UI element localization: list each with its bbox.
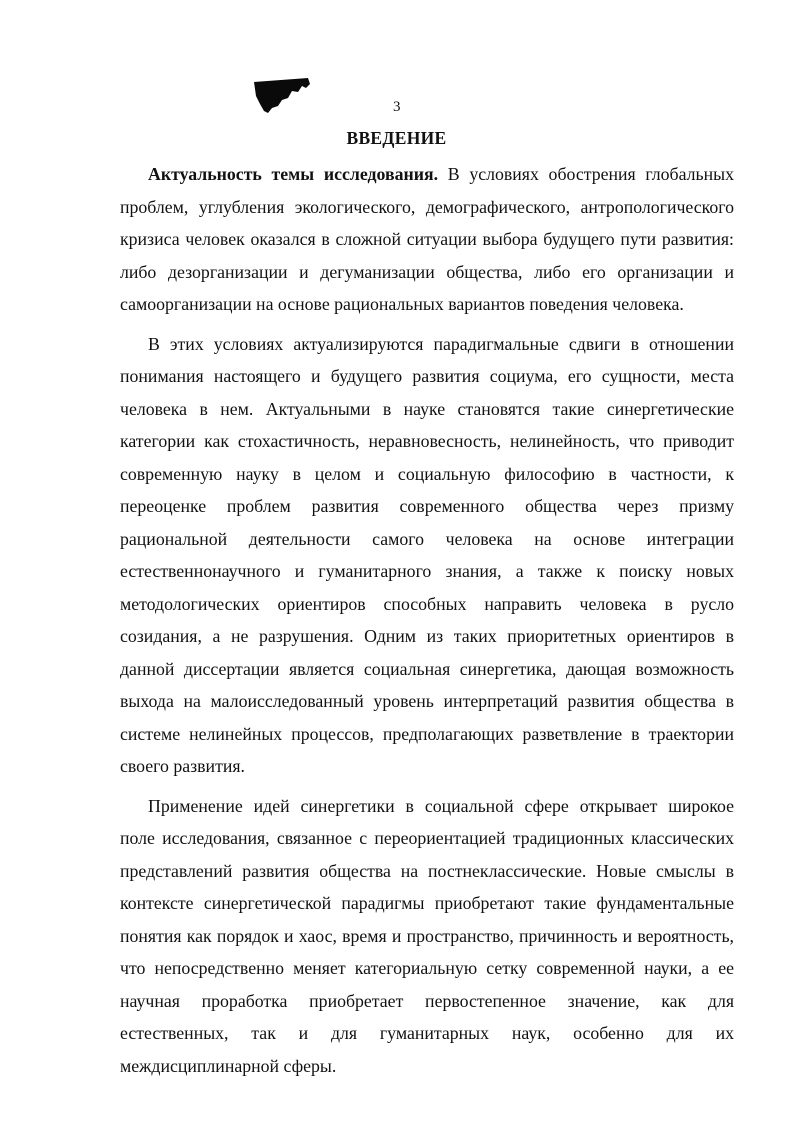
text-line: выхода на малоисследованный уровень интерпретаций развития общества в xyxy=(120,691,734,711)
text-line: данной диссертации является социальная синергетика, дающая возможность xyxy=(120,658,734,679)
text-line: что непосредственно меняет категориальную сетку современной науки, а ее xyxy=(120,958,734,978)
text-line: кризиса человек оказался в сложной ситуации выбора будущего пути развития: xyxy=(120,229,734,249)
text-line: понятия как порядок и хаос, время и пространство, причинность и вероятность, xyxy=(120,925,734,946)
text-line: Применение идей синергетики в социальной сфере открывает широкое xyxy=(148,795,734,816)
paragraph-3 xyxy=(120,790,734,1083)
text-line-content: В условиях обострения глобальных xyxy=(438,164,734,184)
text-line: самоорганизации на основе рациональных вариантов поведения человека. xyxy=(120,294,684,314)
text-line: естественных, так и для гуманитарных наук, особенно для их xyxy=(120,1023,734,1043)
text-line xyxy=(120,158,734,191)
text-line: представлений развития общества на постнеклассические. Новые смыслы в xyxy=(120,860,734,881)
text-line: своего развития. xyxy=(120,756,245,776)
text-line: понимания настоящего и будущего развития социума, его сущности, места xyxy=(120,366,734,386)
scan-artifact-blot xyxy=(252,78,312,114)
page-number: 3 xyxy=(393,99,401,115)
text-line: В этих условиях актуализируются парадигмальные сдвиги в отношении xyxy=(148,333,734,354)
lead-bold-phrase: Актуальность темы исследования. xyxy=(148,164,439,184)
text-line: междисциплинарной сферы. xyxy=(120,1055,337,1076)
text-line: современную науку в целом и социальную философию в частности, к xyxy=(120,463,734,484)
text-line: контексте синергетической парадигмы приобретают такие фундаментальные xyxy=(120,893,734,913)
paragraph-2 xyxy=(120,328,734,783)
text-line: переоценке проблем развития современного общества через призму xyxy=(120,496,734,516)
text-line: научная проработка приобретает первостепенное значение, как для xyxy=(120,990,734,1011)
text-line: категории как стохастичность, неравновесность, нелинейность, что приводит xyxy=(120,431,734,451)
section-heading: ВВЕДЕНИЕ xyxy=(346,128,447,148)
text-line: системе нелинейных процессов, предполагающих разветвление в траектории xyxy=(120,723,734,744)
text-line: методологических ориентиров способных направить человека в русло xyxy=(120,593,734,614)
text-line: человека в нем. Актуальными в науке становятся такие синергетические xyxy=(120,398,734,419)
text-line: естественнонаучного и гуманитарного знания, а также к поиску новых xyxy=(120,561,734,581)
text-line: поле исследования, связанное с переориентацией традиционных классических xyxy=(120,828,734,848)
text-line: проблем, углубления экологического, демографического, антропологического xyxy=(120,196,734,217)
text-line: либо дезорганизации и дегуманизации общества, либо его организации и xyxy=(120,261,734,282)
text-line: рациональной деятельности самого человека на основе интеграции xyxy=(120,528,734,549)
body-text xyxy=(120,158,734,1082)
text-line: созидания, а не разрушения. Одним из таких приоритетных ориентиров в xyxy=(120,626,734,646)
paragraph-1 xyxy=(120,158,734,321)
